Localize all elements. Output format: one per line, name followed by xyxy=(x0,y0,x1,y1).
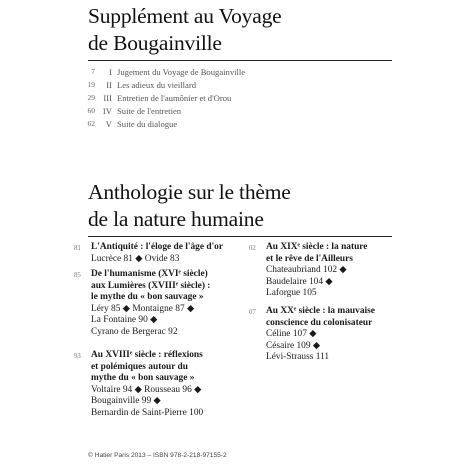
entry-heading: Au XIXᵉ siècle : la nature xyxy=(266,242,368,252)
entry-heading: le mythe du « bon sauvage » xyxy=(91,292,204,303)
toc-page: 7 xyxy=(91,67,95,76)
toc-number: IV xyxy=(102,106,112,116)
toc-page: 62 xyxy=(87,119,95,128)
toc-page: 29 xyxy=(87,93,95,102)
section1-rule xyxy=(88,60,392,61)
entry-authors: Lucrèce 81 ◆ Ovide 83 xyxy=(91,253,180,264)
entry-authors: Voltaire 94 ◆ Rousseau 96 ◆ xyxy=(91,384,202,395)
entry-authors: Cyrano de Bergerac 92 xyxy=(91,326,178,337)
entry-heading: conscience du colonisateur xyxy=(266,317,373,328)
toc-title: Jugement du Voyage de Bougainville xyxy=(117,67,246,77)
toc-page: 60 xyxy=(87,106,95,115)
entry-authors: Laforgue 105 xyxy=(266,288,317,299)
entry-heading: aux Lumières (XVIIIᵉ siècle) : xyxy=(91,280,211,291)
anthology-entry[interactable] xyxy=(74,350,204,420)
entry-heading: et polémiques autour du xyxy=(91,361,188,372)
entry-authors: Céline 107 ◆ xyxy=(266,329,317,340)
entry-authors: Bougainville 99 ◆ xyxy=(91,396,161,407)
toc-number: I xyxy=(109,67,112,77)
entry-authors: Bernardin de Saint-Pierre 100 xyxy=(91,407,204,418)
entry-page: 85 xyxy=(74,272,81,279)
section1-title-line1: Supplément au Voyage xyxy=(88,4,282,28)
section2-rule xyxy=(88,236,392,237)
entry-heading: De l'humanisme (XVIᵉ siècle) xyxy=(91,269,208,279)
toc-title: Les adieux du vieillard xyxy=(117,80,196,90)
copyright-footer: © Hatier Paris 2013 – ISBN 978-2-218-97155-2 xyxy=(88,452,227,459)
entry-heading: mythe du « bon sauvage » xyxy=(91,373,195,384)
toc-number: II xyxy=(106,80,112,90)
toc-number: III xyxy=(103,93,112,103)
section2-title-line2: de la nature humaine xyxy=(88,207,264,231)
toc-number: V xyxy=(105,119,112,129)
toc-title: Suite du dialogue xyxy=(117,119,178,129)
entry-authors: Césaire 109 ◆ xyxy=(266,340,321,351)
anthology-entry[interactable] xyxy=(249,242,368,300)
entry-heading: L'Antiquité : l'éloge de l'âge d'or xyxy=(91,242,224,252)
entry-heading: Au XVIIIᵉ siècle : réflexions xyxy=(91,350,203,360)
entry-heading: et le rêve de l'Ailleurs xyxy=(266,253,353,264)
toc-title: Entretien de l'aumônier et d'Orou xyxy=(117,93,232,103)
toc-page: 19 xyxy=(87,80,95,89)
toc-title: Suite de l'entretien xyxy=(117,106,182,116)
entry-page: 07 xyxy=(249,309,256,316)
entry-authors: Lévi-Strauss 111 xyxy=(266,352,330,363)
anthology-entry[interactable] xyxy=(74,269,211,339)
entry-page: 93 xyxy=(74,353,81,360)
section1-title-line2: de Bougainville xyxy=(88,31,222,55)
entry-page: 02 xyxy=(249,245,256,252)
entry-authors: Baudelaire 104 ◆ xyxy=(266,276,333,287)
anthology-entry[interactable] xyxy=(249,306,375,364)
anthology-entry[interactable] xyxy=(74,242,224,265)
entry-authors: La Fontaine 90 ◆ xyxy=(91,315,158,326)
section2-title-line1: Anthologie sur le thème xyxy=(88,180,291,204)
entry-authors: Léry 85 ◆ Montaigne 87 ◆ xyxy=(91,303,195,314)
entry-authors: Chateaubriand 102 ◆ xyxy=(266,265,347,276)
entry-page: 81 xyxy=(74,245,81,252)
entry-heading: Au XXᵉ siècle : la mauvaise xyxy=(266,306,375,316)
